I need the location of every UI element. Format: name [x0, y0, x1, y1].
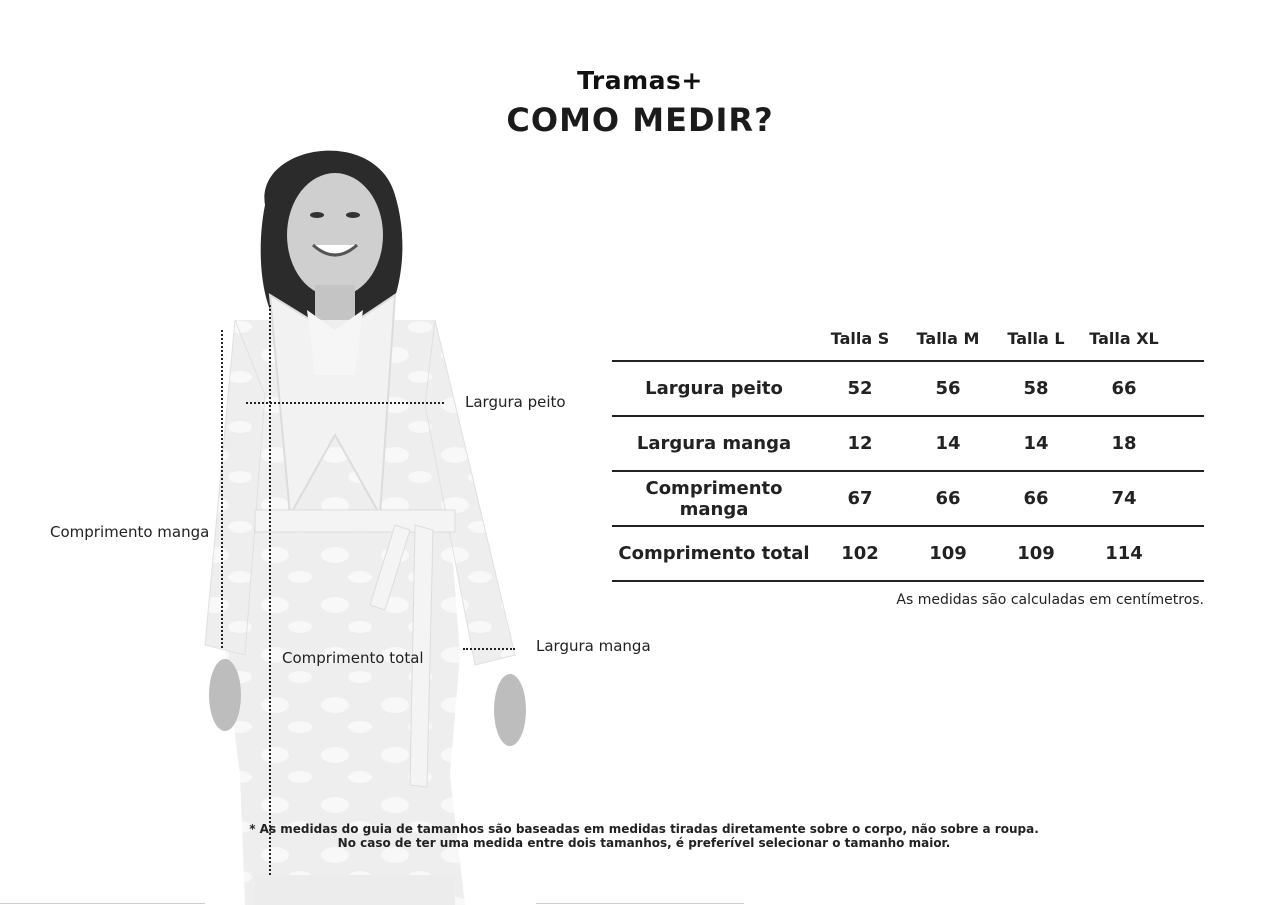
- table-cell: 114: [1105, 543, 1143, 564]
- model-robe-illustration: [195, 135, 555, 905]
- footnote-line-1: * As medidas do guia de tamanhos são baseadas em medidas tiradas diretamente sobre o corpo, não sobre a roupa.: [249, 822, 1039, 836]
- footnote: [0, 822, 1280, 850]
- comprimento-manga-line: [221, 330, 223, 648]
- label-comprimento-manga: Comprimento manga: [50, 523, 210, 541]
- table-cell: 109: [1017, 543, 1055, 564]
- row-label: Largura manga: [636, 433, 792, 454]
- size-table: [612, 316, 1204, 582]
- table-cell: 66: [935, 488, 961, 509]
- table-cell: 56: [935, 378, 961, 399]
- header-talla-m: Talla M: [916, 328, 980, 348]
- table-row: [612, 472, 1204, 527]
- table-cell: 109: [929, 543, 967, 564]
- header-talla-l: Talla L: [1007, 328, 1065, 348]
- row-label: Largura peito: [645, 378, 783, 399]
- table-cell: 52: [847, 378, 873, 399]
- header-talla-xl: Talla XL: [1089, 328, 1159, 348]
- label-comprimento-total: Comprimento total: [282, 649, 424, 667]
- table-cell: 102: [841, 543, 879, 564]
- row-label: Comprimento manga: [645, 477, 783, 520]
- table-cell: 66: [1023, 488, 1049, 509]
- bottom-divider-left: [0, 903, 205, 904]
- row-label: Comprimento total: [618, 543, 810, 564]
- largura-manga-line: [463, 648, 515, 650]
- table-row: [612, 527, 1204, 582]
- footnote-line-2: No caso de ter uma medida entre dois tamanhos, é preferível selecionar o tamanho maior.: [337, 836, 951, 850]
- table-row: [612, 362, 1204, 417]
- page-title: COMO MEDIR?: [506, 101, 774, 139]
- table-row: [612, 417, 1204, 472]
- brand-logo: Tramas+: [577, 66, 703, 95]
- table-cell: 12: [847, 433, 873, 454]
- table-cell: 58: [1023, 378, 1049, 399]
- bottom-divider-right: [536, 903, 744, 904]
- comprimento-total-line: [269, 305, 271, 875]
- label-largura-manga: Largura manga: [536, 637, 651, 655]
- table-cell: 67: [847, 488, 873, 509]
- table-cell: 74: [1111, 488, 1137, 509]
- table-cell: 66: [1111, 378, 1137, 399]
- table-header-row: [612, 316, 1204, 362]
- header-talla-s: Talla S: [830, 328, 890, 348]
- table-cell: 14: [935, 433, 961, 454]
- largura-peito-line: [246, 402, 444, 404]
- table-cell: 18: [1111, 433, 1137, 454]
- unit-note: As medidas são calculadas em centímetros.: [896, 592, 1204, 608]
- table-cell: 14: [1023, 433, 1049, 454]
- label-largura-peito: Largura peito: [465, 393, 566, 411]
